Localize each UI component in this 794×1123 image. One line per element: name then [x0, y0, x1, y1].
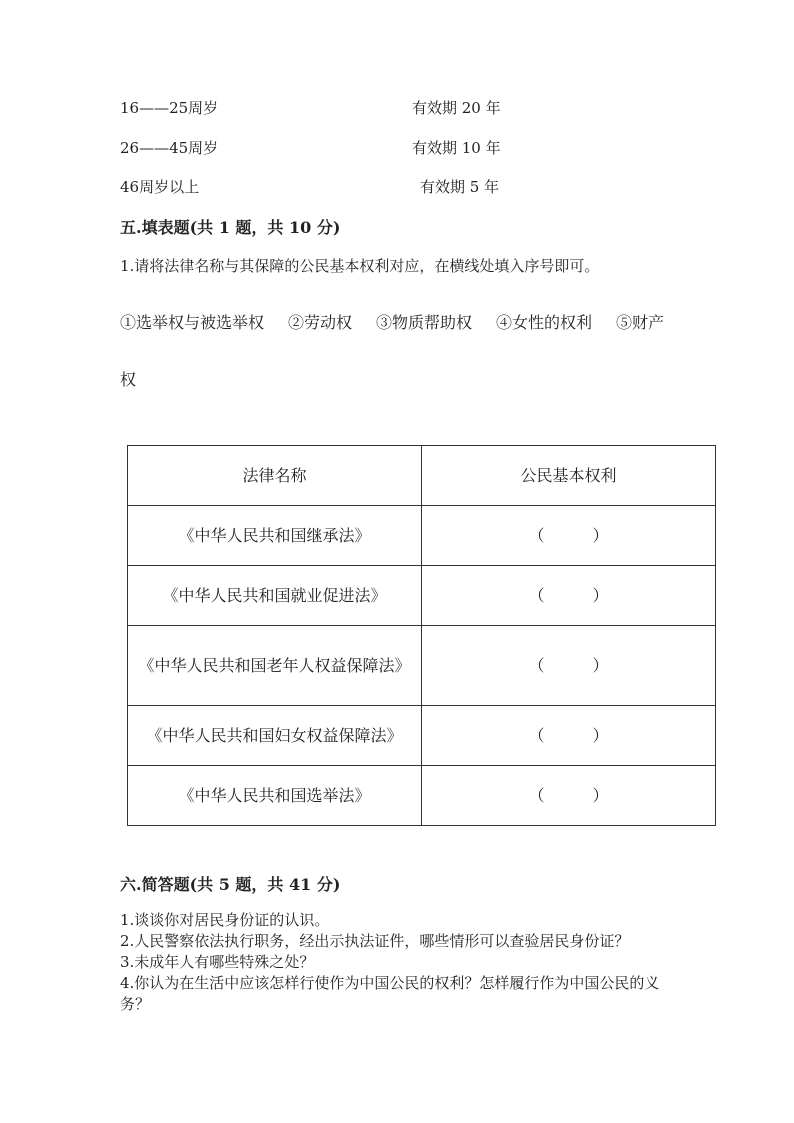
- right-answer-cell[interactable]: （ ）: [422, 706, 716, 766]
- option-1: ①选举权与被选举权: [120, 313, 265, 332]
- validity-term-2: 有效期 10 年: [412, 139, 501, 157]
- law-name-cell: 《中华人民共和国选举法》: [128, 766, 422, 826]
- section5-question: 1.请将法律名称与其保障的公民基本权利对应，在横线处填入序号即可。: [120, 257, 600, 275]
- table-row: [128, 626, 716, 706]
- right-answer-cell[interactable]: （ ）: [422, 566, 716, 626]
- law-name-cell: 《中华人民共和国就业促进法》: [128, 566, 422, 626]
- validity-age-3: 46周岁以上: [120, 178, 200, 196]
- section5-heading: 五.填表题(共 1 题，共 10 分): [120, 218, 341, 237]
- law-name-cell: 《中华人民共和国继承法》: [128, 506, 422, 566]
- validity-term-1: 有效期 20 年: [412, 99, 501, 117]
- validity-age-2: 26——45周岁: [120, 139, 219, 157]
- law-name-cell: 《中华人民共和国妇女权益保障法》: [128, 706, 422, 766]
- right-answer-cell[interactable]: （ ）: [422, 506, 716, 566]
- short-question-2: 2.人民警察依法执行职务，经出示执法证件，哪些情形可以查验居民身份证？: [120, 932, 630, 950]
- right-answer-cell[interactable]: （ ）: [422, 626, 716, 706]
- header-law-name: 法律名称: [128, 446, 422, 506]
- short-answer-list: [120, 910, 680, 1015]
- law-name-cell: 《中华人民共和国老年人权益保障法》: [128, 626, 422, 706]
- right-answer-cell[interactable]: （ ）: [422, 766, 716, 826]
- option-2: ②劳动权: [288, 313, 353, 332]
- short-question-1: 1.谈谈你对居民身份证的认识。: [120, 911, 330, 929]
- table-row: [128, 566, 716, 626]
- section6-heading: 六.简答题(共 5 题，共 41 分): [120, 875, 341, 894]
- header-citizen-rights: 公民基本权利: [422, 446, 716, 506]
- option-4: ④女性的权利: [496, 313, 593, 332]
- short-question-4: 4.你认为在生活中应该怎样行使作为中国公民的权利？怎样履行作为中国公民的义务？: [120, 974, 660, 1013]
- option-3: ③物质帮助权: [376, 313, 473, 332]
- validity-term-3: 有效期 5 年: [420, 178, 500, 196]
- law-rights-table: [127, 445, 716, 826]
- option-wrap: 权: [120, 370, 137, 389]
- short-question-3: 3.未成年人有哪些特殊之处？: [120, 953, 315, 971]
- option-5: ⑤财产: [616, 313, 665, 332]
- table-row: [128, 506, 716, 566]
- validity-age-1: 16——25周岁: [120, 99, 219, 117]
- table-row: [128, 706, 716, 766]
- table-row: [128, 766, 716, 826]
- table-header-row: [128, 446, 716, 506]
